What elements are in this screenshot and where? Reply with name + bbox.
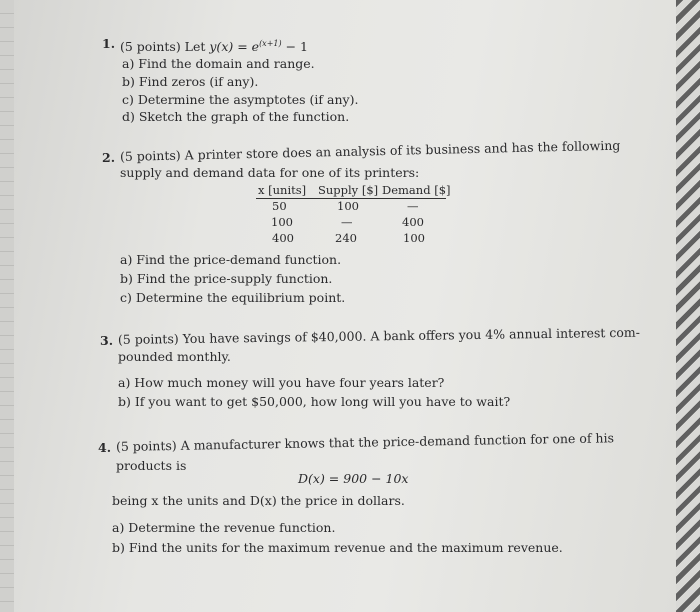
q1-number: 1. — [102, 36, 116, 51]
q3-line2: pounded monthly. — [118, 349, 231, 364]
table-cell: — — [341, 215, 353, 229]
q1-part-a: a) Find the domain and range. — [122, 56, 315, 71]
q3-part-a: a) How much money will you have four years later? — [118, 375, 445, 390]
q1-part-c: c) Determine the asymptotes (if any). — [122, 92, 359, 107]
table-cell: — — [407, 199, 419, 213]
table-header-x: x [units] — [258, 183, 307, 197]
q1-part-d: d) Sketch the graph of the function. — [122, 109, 350, 124]
table-header-demand: Demand [$] — [382, 183, 451, 197]
table-cell: 240 — [335, 231, 357, 245]
table-cell: 100 — [337, 199, 359, 213]
q1-header: (5 points) Let $y(x) = e^{(x+1)} - 1$ — [120, 39, 308, 55]
q4-equation: D(x) = 900 − 10x — [298, 471, 409, 486]
q2-part-b: b) Find the price-supply function. — [120, 271, 333, 286]
q2-number: 2. — [102, 150, 116, 165]
table-cell: 100 — [403, 231, 425, 245]
q4-number: 4. — [98, 440, 112, 455]
q2-part-c: c) Determine the equilibrium point. — [120, 290, 346, 305]
q4-part-b: b) Find the units for the maximum revenue and the maximum revenue. — [112, 540, 563, 555]
q4-line3: being x the units and D(x) the price in dollars. — [112, 493, 405, 508]
table-cell: 400 — [272, 231, 294, 245]
q4-line2: products is — [116, 458, 187, 473]
spiral-binding — [676, 0, 700, 612]
q3-part-b: b) If you want to get $50,000, how long will you have to wait? — [118, 394, 511, 409]
q4-part-a: a) Determine the revenue function. — [112, 520, 336, 535]
q3-line1: (5 points) You have savings of $40,000. A bank offers you 4% annual interest com- — [117, 324, 641, 347]
q1-part-b: b) Find zeros (if any). — [122, 74, 259, 89]
q2-part-a: a) Find the price-demand function. — [120, 252, 342, 267]
table-cell: 400 — [402, 215, 424, 229]
table-cell: 100 — [271, 215, 293, 229]
table-cell: 50 — [272, 199, 287, 213]
q2-line1: (5 points) A printer store does an analysis of its business and has the following — [119, 137, 621, 164]
q2-line2: supply and demand data for one of its printers: — [120, 165, 420, 180]
table-header-supply: Supply [$] — [318, 183, 379, 197]
q3-number: 3. — [100, 333, 114, 348]
q4-line1: (5 points) A manufacturer knows that the price-demand function for one of his — [115, 430, 615, 454]
